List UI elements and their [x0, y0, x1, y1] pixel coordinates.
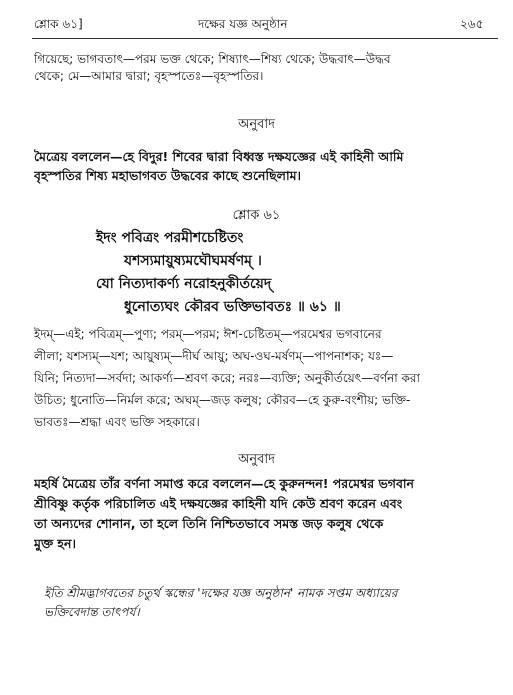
- translation-heading: অনুবাদ: [238, 452, 275, 467]
- synonyms-line: ইদম্—এই; পবিত্রম্—পুণ্য; পরম্—পরম; ঈশ-চেষ্টিতম্—পরমেশ্বর ভগবানের: [34, 327, 382, 341]
- synonyms-line: থেকে; মে—আমার দ্বারা; বৃহস্পতেঃ—বৃহস্পতির।: [34, 69, 264, 83]
- synonyms-line: ভাবতঃ—শ্রদ্ধা এবং ভক্তি সহকারে।: [34, 415, 200, 429]
- synonyms-line: উচিত; ধুনোতি—নির্মল করে; অঘম্—জড় কলুষ; কৌরব—হে কুরু-বংশীয়; ভক্তি-: [34, 393, 411, 407]
- verse-line-2: যশস্যমায়ুষ্যমঘৌঘমর্ষণম্ ।: [124, 253, 262, 269]
- verse-label: শ্লোক ৬১: [232, 208, 281, 223]
- synonyms-line: লীলা; যশস্যম্—যশ; আয়ুষ্যম্—দীর্ঘ আয়ু; অঘ-ওঘ-মর্ষণম্—পাপনাশক; যঃ—: [34, 349, 394, 363]
- translation-line: মৈত্রেয় বললেন—হে বিদুর! শিবের দ্বারা বিধ্বস্ত দক্ষযজ্ঞের এই কাহিনী আমি: [34, 149, 404, 164]
- translation-line: শ্রীবিষ্ণু কর্তৃক পরিচালিত এই দক্ষযজ্ঞের কাহিনী যদি কেউ শ্রবণ করেন এবং: [34, 496, 403, 511]
- translation-line: তা অন্যদের শোনান, তা হলে তিনি নিশ্চিতভাবে সমস্ত জড় কলুষ থেকে: [34, 516, 384, 531]
- header-page-number: ২৬৫: [460, 17, 484, 31]
- synonyms-continued: [34, 51, 496, 85]
- verse-line-1: ইদং পবিত্রং পরমীশচেষ্টিতং: [96, 230, 244, 246]
- verse-line-3: যো নিত্যদাকর্ণ্য নরোহনুকীর্তয়েদ্: [96, 276, 272, 292]
- translation-heading: অনুবাদ: [238, 117, 275, 132]
- chapter-colophon: [44, 584, 496, 622]
- translation-line: বৃহস্পতির শিষ্য মহাভাগবত উদ্ধবের কাছে শুনেছিলাম।: [34, 168, 302, 183]
- synonyms-line: যিনি; নিত্যদা—সর্বদা; আকর্ণ্য—শ্রবণ করে; নরঃ—ব্যক্তি; অনুকীর্তয়েৎ—বর্ণনা করা: [34, 371, 421, 385]
- synonyms-line: গিয়েছে; ভাগবতাৎ—পরম ভক্ত থেকে; শিষ্যাৎ—শিষ্য থেকে; উদ্ধবাৎ—উদ্ধব: [34, 52, 391, 66]
- header-chapter-title: দক্ষের যজ্ঞ অনুষ্ঠান: [198, 17, 288, 31]
- header-rule: [32, 38, 498, 39]
- synonyms: [34, 323, 496, 433]
- colophon-line: ভক্তিবেদান্ত তাৎপর্য।: [44, 605, 140, 619]
- translation-line: মহর্ষি মৈত্রেয় তাঁর বর্ণনা সমাপ্ত করে বললেন—হে কুরুনন্দন! পরমেশ্বর ভগবান: [34, 476, 415, 491]
- colophon-line: ইতি শ্রীমদ্ভাগবতের চতুর্থ স্কন্ধের 'দক্ষের যজ্ঞ অনুষ্ঠান' নামক সপ্তম অধ্যায়ের: [44, 586, 398, 600]
- translation-paragraph: [34, 147, 496, 185]
- translation-paragraph: [34, 474, 496, 554]
- translation-line: মুক্ত হন।: [34, 536, 76, 551]
- header-verse-ref: শ্লোক ৬১]: [34, 17, 83, 31]
- verse-line-4: ধুনোত্যঘং কৌরব ভক্তিভাবতঃ ॥ ৬১ ॥: [124, 299, 341, 315]
